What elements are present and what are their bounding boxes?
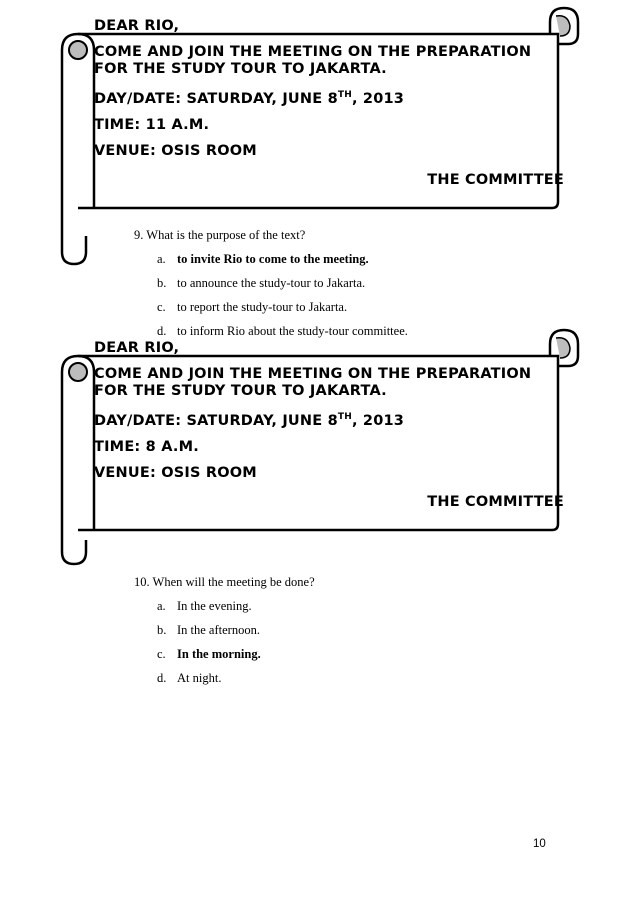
notice-time: TIME: 11 A.M. [94, 117, 210, 133]
option-c: c. to report the study-tour to Jakarta. [157, 300, 348, 314]
question-stem: 9. What is the purpose of the text? [134, 228, 306, 242]
notice-text [94, 340, 564, 511]
notice-scroll [58, 328, 580, 518]
notice-time: TIME: 8 A.M. [94, 439, 199, 455]
notice-text [94, 18, 564, 189]
option-c: c. In the morning. [157, 647, 261, 661]
notice-greeting: DEAR RIO, [94, 18, 180, 34]
option-d: d. At night. [157, 671, 222, 685]
notice-venue: VENUE: OSIS ROOM [94, 465, 257, 481]
question-10 [134, 575, 315, 695]
notice-scroll [58, 6, 580, 196]
notice-signature: THE COMMITTEE [427, 494, 564, 510]
notice-date: DAY/DATE: SATURDAY, JUNE 8TH, 2013 [94, 412, 405, 429]
notice-venue: VENUE: OSIS ROOM [94, 143, 257, 159]
option-b: b. to announce the study-tour to Jakarta. [157, 276, 366, 290]
option-b: b. In the afternoon. [157, 623, 260, 637]
question-stem: 10. When will the meeting be done? [134, 575, 315, 589]
answer-options [134, 599, 315, 686]
notice-body: COME AND JOIN THE MEETING ON THE PREPARATION FOR THE STUDY TOUR TO JAKARTA. [94, 366, 532, 399]
notice-date: DAY/DATE: SATURDAY, JUNE 8TH, 2013 [94, 90, 405, 107]
option-d: d. to inform Rio about the study-tour committee. [157, 324, 408, 338]
notice-signature: THE COMMITTEE [427, 172, 564, 188]
answer-options [134, 252, 408, 339]
notice-greeting: DEAR RIO, [94, 340, 180, 356]
notice-body: COME AND JOIN THE MEETING ON THE PREPARATION FOR THE STUDY TOUR TO JAKARTA. [94, 44, 532, 77]
option-a: a. In the evening. [157, 599, 252, 613]
page-number: 10 [533, 838, 546, 850]
option-a: a. to invite Rio to come to the meeting. [157, 252, 369, 266]
